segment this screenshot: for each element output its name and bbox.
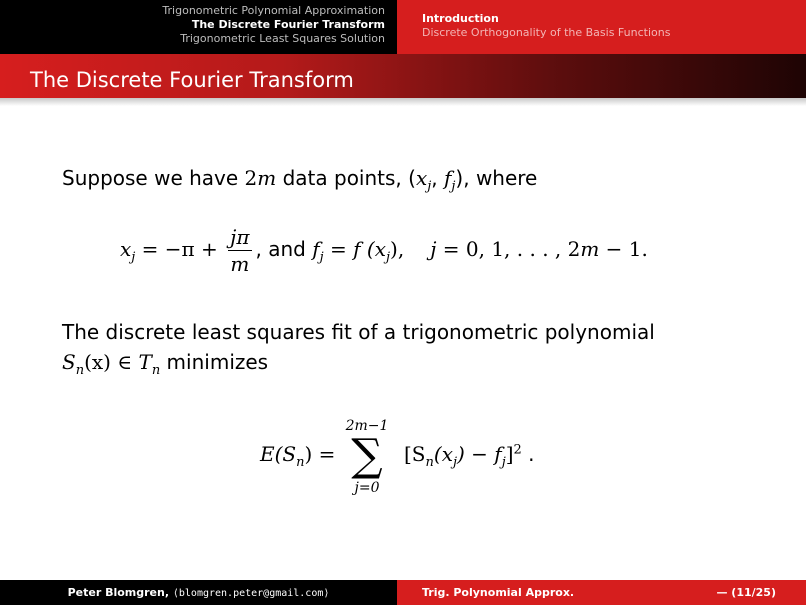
eq1-eq-start: = −π +	[135, 237, 225, 261]
intro-suffix: ), where	[455, 166, 538, 190]
nav-section-trig-poly-approx[interactable]: Trigonometric Polynomial Approximation	[162, 4, 385, 17]
eq2-term-sub2: j	[452, 455, 458, 470]
eq1-f-rest: = f (x	[323, 237, 386, 261]
intro-j1: j	[427, 179, 432, 194]
para2-x: (x) ∈	[84, 350, 139, 374]
eq1-f-close: ),	[390, 237, 405, 261]
eq2-lhs-close: ) =	[304, 442, 336, 466]
eq1-f-sub: j	[319, 250, 324, 265]
eq1-fraction	[228, 226, 251, 275]
eq2-term-sub3: j	[501, 455, 506, 470]
intro-sentence	[62, 166, 537, 194]
eq2-term-open: [S	[404, 442, 426, 466]
para2-S: S	[62, 350, 76, 374]
para2-end: minimizes	[160, 350, 269, 374]
paragraph-line-2	[62, 350, 268, 378]
eq2-lhs-sub: n	[296, 455, 305, 470]
eq1-frac-num: jπ	[230, 225, 250, 249]
summation-symbol-block	[345, 418, 389, 496]
eq1-index-end: − 1.	[599, 237, 648, 261]
intro-count-num: 2	[244, 166, 258, 190]
para2-n: n	[75, 363, 85, 378]
eq1-index: j	[430, 237, 437, 261]
paragraph-line-1: The discrete least squares fit of a trigonometric polynomial	[62, 320, 655, 344]
eq1-f-var: f	[312, 237, 320, 261]
footer-author-bar	[0, 580, 397, 605]
eq2-term-minus: ) − f	[457, 442, 502, 466]
eq2-term-close: ]	[505, 442, 514, 466]
eq2-term-pow: 2	[513, 442, 522, 458]
eq1-lhs-var: x	[120, 237, 132, 261]
intro-mid: data points, (	[276, 166, 416, 190]
nav-subsection-orthogonality[interactable]: Discrete Orthogonality of the Basis Functions	[422, 26, 671, 39]
para2-Tn: n	[151, 363, 161, 378]
footer-author: Peter Blomgren,	[67, 586, 173, 599]
equation-error-term	[404, 442, 535, 470]
eq1-and: and	[261, 237, 313, 261]
equation-error-lhs	[260, 442, 335, 470]
intro-count-var: m	[257, 166, 277, 190]
eq1-f-rest-sub: j	[386, 250, 391, 265]
eq2-lhs: E(S	[260, 442, 297, 466]
intro-j2: j	[451, 179, 456, 194]
sum-symbol: ∑	[351, 430, 383, 481]
eq2-term-end: .	[521, 442, 535, 466]
intro-f: f	[443, 166, 452, 190]
footer-title-bar	[397, 580, 806, 605]
para2-T: T	[138, 350, 152, 374]
nav-section-dft[interactable]: The Discrete Fourier Transform	[191, 18, 385, 31]
eq1-index-m: m	[580, 237, 600, 261]
footer-short-title: Trig. Polynomial Approx.	[422, 586, 575, 599]
eq1-index-rest: = 0, 1, . . . , 2	[436, 237, 581, 261]
eq1-frac-den: m	[230, 252, 250, 276]
eq2-term-mid: (x	[433, 442, 453, 466]
sum-upper-limit: 2m−1	[345, 418, 389, 434]
nav-subsection-introduction[interactable]: Introduction	[422, 12, 499, 25]
intro-x: x	[415, 166, 428, 190]
eq1-lhs-sub: j	[131, 250, 136, 265]
nav-section-least-squares[interactable]: Trigonometric Least Squares Solution	[180, 32, 385, 45]
footer-email: ⟨blomgren.peter@gmail.com⟩	[172, 588, 330, 599]
intro-prefix: Suppose we have	[62, 166, 245, 190]
eq2-term-sub: n	[425, 455, 434, 470]
equation-grid-points	[120, 226, 648, 275]
footer-page-number: — (11/25)	[716, 586, 776, 599]
eq1-comma: ,	[255, 237, 262, 261]
sum-lower-limit: j=0	[354, 480, 380, 496]
frame-title: The Discrete Fourier Transform	[30, 68, 354, 92]
intro-comma: ,	[431, 166, 444, 190]
